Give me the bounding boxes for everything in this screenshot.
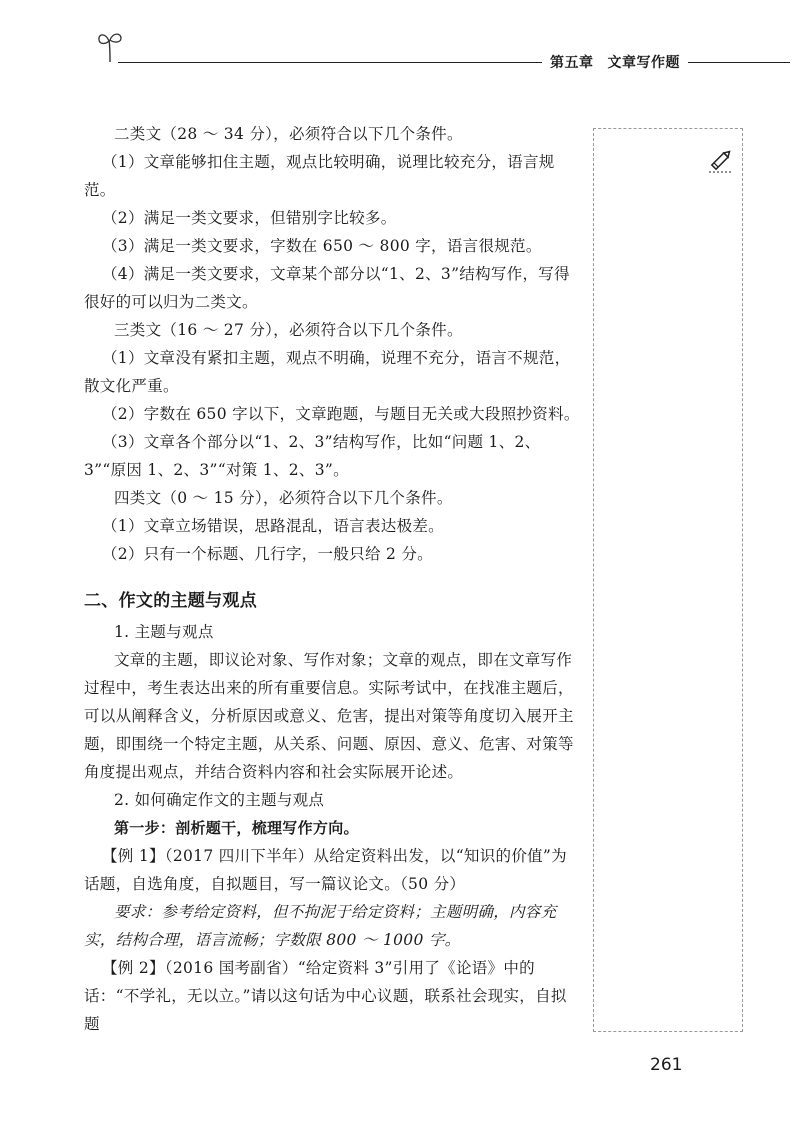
paragraph: （1）文章没有紧扣主题，观点不明确，说理不充分，语言不规范，散文化严重。 bbox=[84, 349, 571, 395]
example-1: 【例 1】（2017 四川下半年）从给定资料出发，以“知识的价值”为话题，自选角度，自拟题目，写一篇议论文。（50 分） bbox=[84, 847, 567, 893]
paragraph: （2）满足一类文要求，但错别字比较多。 bbox=[102, 209, 397, 227]
subheading: 2. 如何确定作文的主题与观点 bbox=[114, 791, 325, 809]
paragraph: （3）满足一类文要求，字数在 650 ～ 800 字，语言很规范。 bbox=[102, 237, 542, 255]
paragraph: 文章的主题，即议论对象、写作对象；文章的观点，即在文章写作过程中，考生表达出来的所有重要信息。实际考试中，在找准主题后，可以从阐释含义，分析原因或意义、危害，提出对策等角度切入展开主题，即围绕一个特定主题，从关系、问题、原因、意义、危害、对策等角度提出观点，并结合资料内容和社会实际展开论述。 bbox=[84, 651, 574, 781]
running-header bbox=[542, 52, 688, 74]
example-2: 【例 2】（2016 国考副省）“给定资料 3”引用了《论语》中的话：“不学礼，无以立。”请以这句话为中心议题，联系社会现实，自拟题 bbox=[84, 959, 567, 1033]
margin-notes-box bbox=[593, 128, 743, 1032]
page-number: 261 bbox=[650, 1055, 683, 1075]
paragraph: （4）满足一类文要求，文章某个部分以“1、2、3”结构写作，写得很好的可以归为二类文。 bbox=[84, 265, 570, 311]
paragraph: （1）文章立场错误，思路混乱，语言表达极差。 bbox=[102, 517, 444, 535]
sprout-icon bbox=[96, 28, 124, 64]
page-content bbox=[84, 120, 582, 1038]
paragraph: 二类文（28 ～ 34 分），必须符合以下几个条件。 bbox=[114, 125, 463, 143]
paragraph: （2）只有一个标题、几行字，一般只给 2 分。 bbox=[102, 545, 433, 563]
pencil-icon bbox=[706, 145, 736, 175]
paragraph: 四类文（0 ～ 15 分），必须符合以下几个条件。 bbox=[114, 489, 453, 507]
chapter-label: 第五章 bbox=[550, 55, 594, 71]
paragraph: （3）文章各个部分以“1、2、3”结构写作，比如“问题 1、2、3”“原因 1、2、3”“对策 1、2、3”。 bbox=[84, 433, 541, 479]
chapter-title: 文章写作题 bbox=[607, 55, 680, 71]
section-title: 二、作文的主题与观点 bbox=[84, 591, 257, 611]
header-rule bbox=[118, 62, 790, 63]
requirement: 要求：参考给定资料，但不拘泥于给定资料；主题明确，内容充实，结构合理，语言流畅；字数限 800 ～ 1000 字。 bbox=[84, 903, 557, 949]
paragraph: （1）文章能够扣住主题，观点比较明确，说理比较充分，语言规范。 bbox=[84, 153, 555, 199]
paragraph: 三类文（16 ～ 27 分），必须符合以下几个条件。 bbox=[114, 321, 463, 339]
paragraph: （2）字数在 650 字以下，文章跑题，与题目无关或大段照抄资料。 bbox=[102, 405, 580, 423]
subheading: 1. 主题与观点 bbox=[114, 623, 214, 641]
step-heading: 第一步：剖析题干，梳理写作方向。 bbox=[114, 819, 359, 837]
